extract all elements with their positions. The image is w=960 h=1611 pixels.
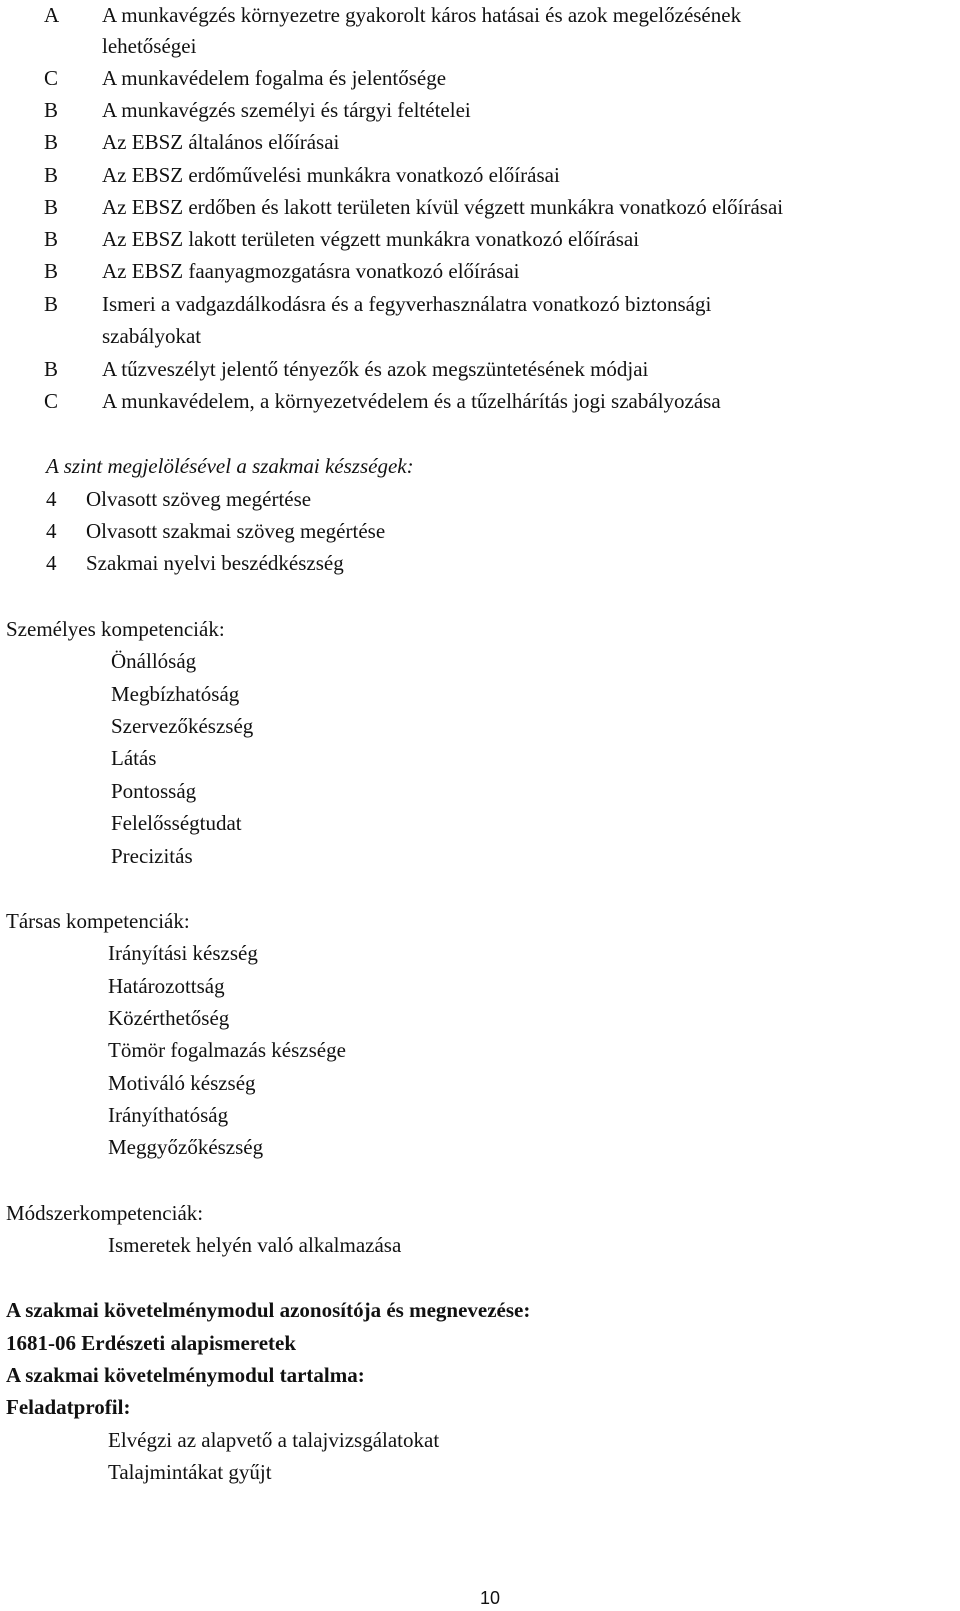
knowledge-text: lehetőségei bbox=[102, 34, 197, 58]
knowledge-level: B bbox=[44, 98, 59, 122]
personal-competency-item: Szervezőkészség bbox=[111, 714, 254, 738]
method-competencies-heading: Módszerkompetenciák: bbox=[6, 1201, 204, 1225]
skill-item bbox=[46, 516, 385, 546]
social-competency-item: Határozottság bbox=[108, 974, 225, 998]
knowledge-text: Az EBSZ lakott területen végzett munkákra vonatkozó előírásai bbox=[102, 227, 640, 251]
personal-competency-item: Látás bbox=[111, 746, 157, 770]
knowledge-level: B bbox=[44, 163, 59, 187]
knowledge-level: B bbox=[44, 195, 59, 219]
knowledge-level: B bbox=[44, 227, 59, 251]
knowledge-level: B bbox=[44, 259, 59, 283]
knowledge-text: Az EBSZ általános előírásai bbox=[102, 130, 340, 154]
skills-heading: A szint megjelölésével a szakmai készségek: bbox=[46, 454, 414, 478]
skill-item bbox=[46, 548, 344, 578]
task-profile-heading: Feladatprofil: bbox=[6, 1395, 131, 1419]
knowledge-text: A munkavédelem fogalma és jelentősége bbox=[102, 66, 447, 90]
skill-level: 4 bbox=[46, 487, 57, 511]
knowledge-text: A munkavédelem, a környezetvédelem és a tűzelhárítás jogi szabályozása bbox=[102, 389, 721, 413]
social-competency-item: Meggyőzőkészség bbox=[108, 1135, 264, 1159]
social-competencies-heading: Társas kompetenciák: bbox=[6, 909, 190, 933]
skill-text: Olvasott szakmai szöveg megértése bbox=[86, 519, 386, 543]
knowledge-text: A munkavégzés környezetre gyakorolt káros hatásai és azok megelőzésének bbox=[102, 3, 742, 27]
page-number: 10 bbox=[479, 1588, 501, 1608]
knowledge-text: Az EBSZ faanyagmozgatásra vonatkozó előírásai bbox=[102, 259, 520, 283]
social-competency-item: Motiváló készség bbox=[108, 1071, 256, 1095]
knowledge-text: Az EBSZ erdőben és lakott területen kívül végzett munkákra vonatkozó előírásai bbox=[102, 195, 784, 219]
personal-competency-item: Önállóság bbox=[111, 649, 197, 673]
personal-competency-item: Felelősségtudat bbox=[111, 811, 242, 835]
module-id-name: 1681-06 Erdészeti alapismeretek bbox=[6, 1331, 297, 1355]
task-item: Elvégzi az alapvető a talajvizsgálatokat bbox=[108, 1428, 440, 1452]
personal-competency-item: Precizitás bbox=[111, 844, 193, 868]
knowledge-level: C bbox=[44, 66, 59, 90]
knowledge-level: A bbox=[44, 3, 60, 27]
skill-text: Olvasott szöveg megértése bbox=[86, 487, 312, 511]
knowledge-level: C bbox=[44, 389, 59, 413]
knowledge-level: B bbox=[44, 292, 59, 316]
module-content-heading: A szakmai követelménymodul tartalma: bbox=[6, 1363, 365, 1387]
skill-item bbox=[46, 484, 311, 514]
personal-competency-item: Megbízhatóság bbox=[111, 682, 240, 706]
knowledge-text: Az EBSZ erdőművelési munkákra vonatkozó előírásai bbox=[102, 163, 560, 187]
knowledge-text: szabályokat bbox=[102, 324, 202, 348]
social-competency-item: Tömör fogalmazás készsége bbox=[108, 1038, 346, 1062]
knowledge-level: B bbox=[44, 357, 59, 381]
social-competency-item: Irányíthatóság bbox=[108, 1103, 229, 1127]
social-competency-item: Közérthetőség bbox=[108, 1006, 230, 1030]
skill-level: 4 bbox=[46, 519, 57, 543]
knowledge-text: Ismeri a vadgazdálkodásra és a fegyverhasználatra vonatkozó biztonsági bbox=[102, 292, 712, 316]
method-competency-item: Ismeretek helyén való alkalmazása bbox=[108, 1233, 402, 1257]
knowledge-level: B bbox=[44, 130, 59, 154]
personal-competencies-heading: Személyes kompetenciák: bbox=[6, 617, 225, 641]
skill-level: 4 bbox=[46, 551, 57, 575]
task-item: Talajmintákat gyűjt bbox=[108, 1460, 272, 1484]
knowledge-text: A munkavégzés személyi és tárgyi feltételei bbox=[102, 98, 471, 122]
module-id-heading: A szakmai követelménymodul azonosítója és megnevezése: bbox=[6, 1298, 531, 1322]
social-competency-item: Irányítási készség bbox=[108, 941, 258, 965]
personal-competency-item: Pontosság bbox=[111, 779, 197, 803]
knowledge-text: A tűzveszélyt jelentő tényezők és azok megszüntetésének módjai bbox=[102, 357, 649, 381]
skill-text: Szakmai nyelvi beszédkészség bbox=[86, 551, 344, 575]
